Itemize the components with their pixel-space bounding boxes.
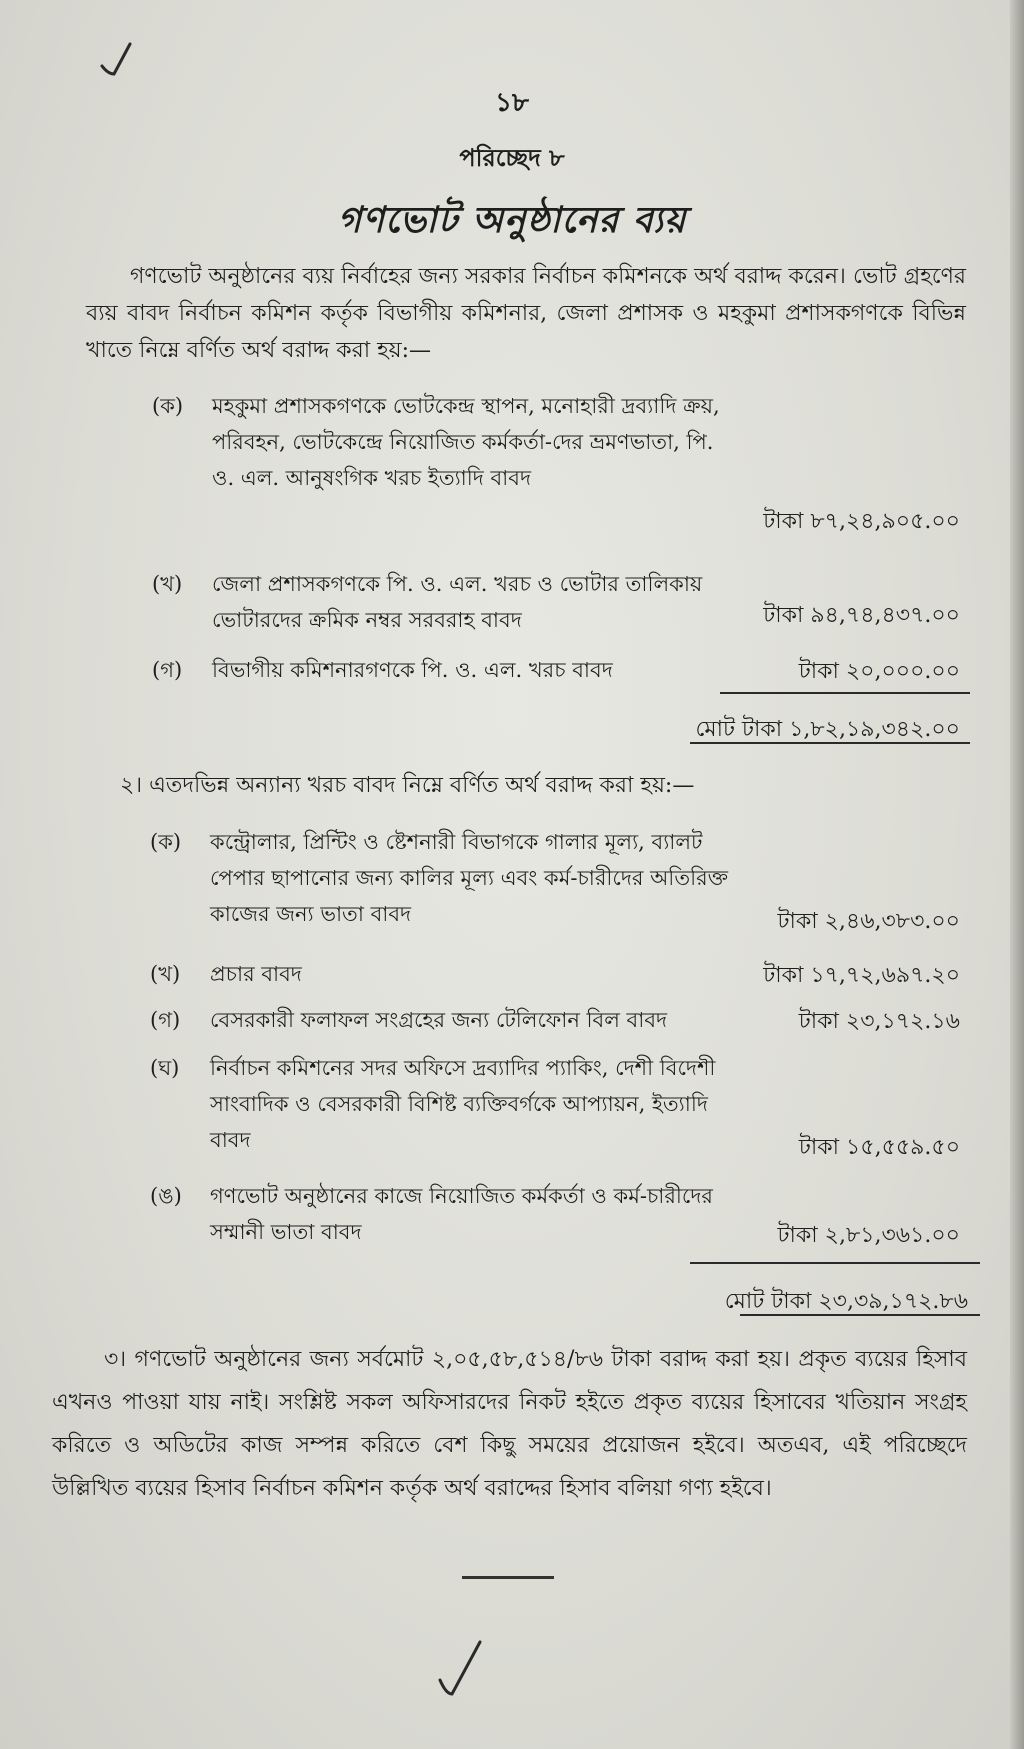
item-mark: (ঙ) [150, 1184, 182, 1208]
item-text: বিভাগীয় কমিশনারগণকে পি. ও. এল. খরচ বাবদ [212, 658, 613, 682]
item-text: প্রচার বাবদ [210, 962, 302, 986]
section1-amount-kha: টাকা ৯৪,৭৪,৪৩৭.০০ [763, 603, 960, 628]
section1-amount-ga: টাকা ২০,০০০.০০ [798, 659, 960, 684]
item-mark: (খ) [152, 572, 183, 596]
section2-amount-nga: টাকা ২,৮১,৩৬১.০০ [777, 1223, 960, 1248]
item-text: জেলা প্রশাসকগণকে পি. ও. এল. খরচ ও ভোটার তালিকায় ভোটারদের ক্রমিক নম্বর সরবরাহ বাবদ [212, 572, 703, 632]
section2-total-rule [740, 1314, 980, 1316]
section1-total-rule [690, 742, 970, 744]
item-mark: (গ) [152, 658, 183, 682]
item-mark: (ক) [150, 830, 182, 854]
section1-amount-ka: টাকা ৮৭,২৪,৯০৫.০০ [763, 509, 960, 534]
item-text: কন্ট্রোলার, প্রিন্টিং ও ষ্টেশনারী বিভাগকে গালার মূল্য, ব্যালট পেপার ছাপানোর জন্য কালির মূল্য এবং কর্ম-চারীদের অতিরিক্ত কাজের জন্য ভাতা বাবদ [210, 830, 729, 926]
section1-total: মোট টাকা ১,৮২,১৯,৩৪২.০০ [695, 717, 960, 742]
checkmark-bottom [434, 1636, 486, 1700]
page-number: ১৮ [495, 88, 529, 118]
intro-paragraph: গণভোট অনুষ্ঠানের ব্যয় নির্বাহের জন্য সরকার নির্বাচন কমিশনকে অর্থ বরাদ্দ করেন। ভোট গ্রহণের ব্যয় বাবদ নির্বাচন কমিশন কর্তৃক বিভাগীয় কমিশনার, জেলা প্রশাসক ও মহকুমা প্রশাসকগণকে বিভিন্ন খাতে নিম্নে বর্ণিত অর্থ বরাদ্দ করা হয়:— [86, 264, 966, 363]
section2-amount-kha: টাকা ১৭,৭২,৬৯৭.২০ [763, 963, 960, 988]
section2-item-kha [150, 956, 670, 996]
page-title: গণভোট অনুষ্ঠানের ব্যয় [337, 199, 687, 241]
item-text: গণভোট অনুষ্ঠানের কাজে নিয়োজিত কর্মকর্তা ও কর্ম-চারীদের সম্মানী ভাতা বাবদ [210, 1184, 713, 1244]
book-spine-shadow [1010, 0, 1024, 1749]
section1-rule [720, 692, 970, 694]
item-text: নির্বাচন কমিশনের সদর অফিসে দ্রব্যাদির প্যাকিং, দেশী বিদেশী সাংবাদিক ও বেসরকারী বিশিষ্ট ব্যক্তিবর্গকে আপ্যায়ন, ইত্যাদি বাবদ [210, 1056, 716, 1152]
item-mark: (খ) [150, 962, 181, 986]
checkmark-top [96, 40, 136, 82]
chapter-heading: পরিচ্ছেদ ৮ [459, 143, 565, 172]
section2-amount-ka: টাকা ২,৪৬,৩৮৩.০০ [777, 909, 960, 934]
item-mark: (গ) [150, 1008, 181, 1032]
item-text: মহকুমা প্রশাসকগণকে ভোটকেন্দ্র স্থাপন, মনোহারী দ্রব্যাদি ক্রয়, পরিবহন, ভোটকেন্দ্রে নিয়োজিত কর্মকর্তা-দের ভ্রমণভাতা, পি. ও. এল. আনুষংগিক খরচ ইত্যাদি বাবদ [212, 394, 720, 490]
section1-item-ga [152, 652, 672, 692]
closing-paragraph: ৩। গণভোট অনুষ্ঠানের জন্য সর্বমোট ২,০৫,৫৮,৫১৪/৮৬ টাকা বরাদ্দ করা হয়। প্রকৃত ব্যয়ের হিসাব এখনও পাওয়া যায় নাই। সংশ্লিষ্ট সকল অফিসারদের নিকট হইতে প্রকৃত ব্যয়ের হিসাবের খতিয়ান সংগ্রহ করিতে ও অডিটের কাজ সম্পন্ন করিতে বেশ কিছু সময়ের প্রয়োজন হইবে। অতএব, এই পরিচ্ছেদে উল্লিখিত ব্যয়ের হিসাব নির্বাচন কমিশন কর্তৃক অর্থ বরাদ্দের হিসাব বলিয়া গণ্য হইবে। [52, 1347, 967, 1501]
section2-heading: ২। এতদভিন্ন অন্যান্য খরচ বাবদ নিম্নে বর্ণিত অর্থ বরাদ্দ করা হয়:— [120, 773, 695, 798]
section2-amount-ga: টাকা ২৩,১৭২.১৬ [798, 1009, 960, 1034]
section2-amount-gha: টাকা ১৫,৫৫৯.৫০ [798, 1135, 960, 1160]
item-text: বেসরকারী ফলাফল সংগ্রহের জন্য টেলিফোন বিল বাবদ [210, 1008, 668, 1032]
item-mark: (ক) [152, 394, 184, 418]
section2-item-ga [150, 1002, 750, 1042]
section2-total: মোট টাকা ২৩,৩৯,১৭২.৮৬ [724, 1289, 968, 1314]
end-divider [462, 1576, 554, 1579]
item-mark: (ঘ) [150, 1056, 180, 1080]
section2-rule [690, 1262, 980, 1264]
